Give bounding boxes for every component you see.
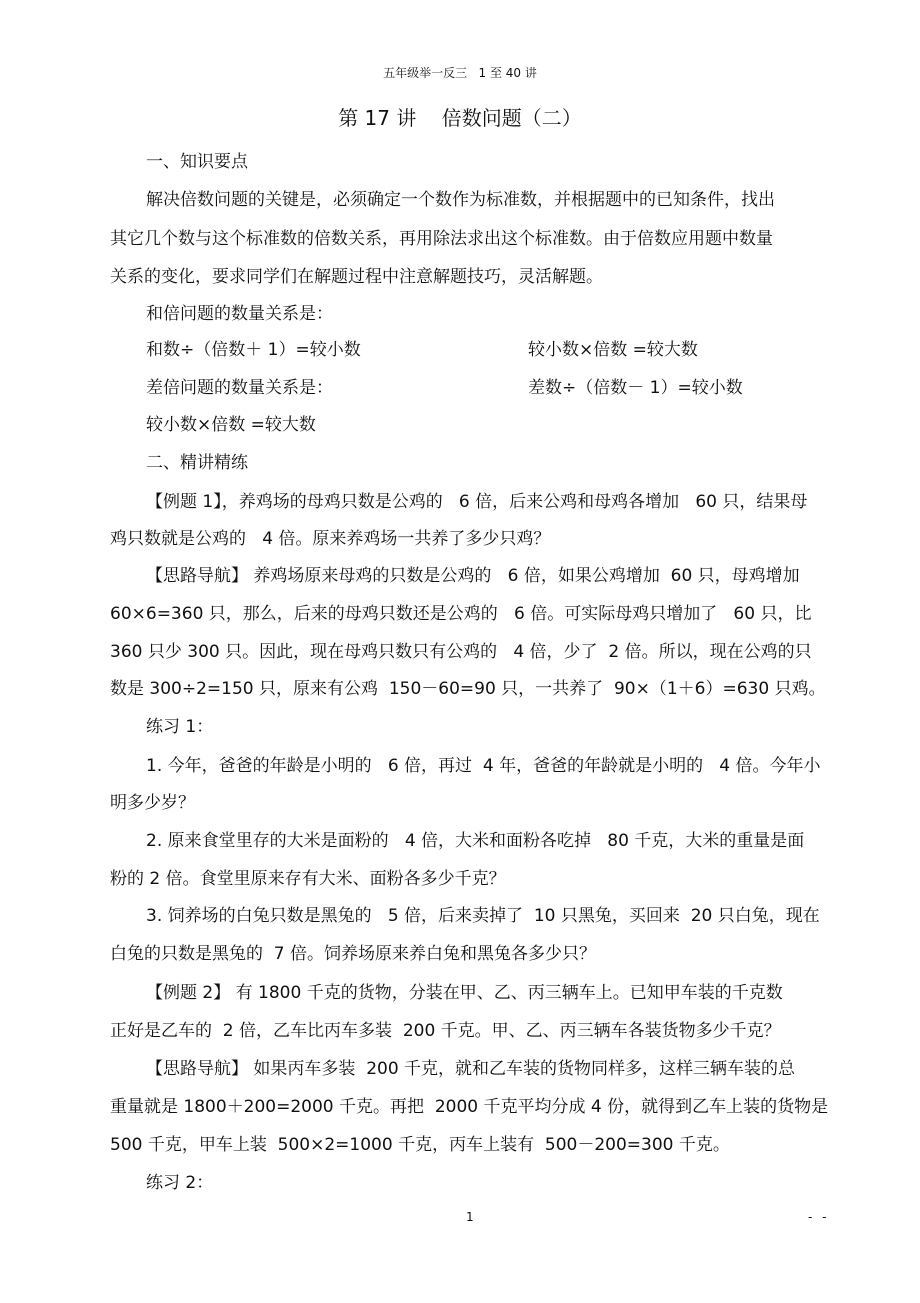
guide-1-line: 数是 300÷2=150 只，原来有公鸡 150－60=90 只，一共养了 90×（1＋6）=630 只鸡。 (110, 679, 826, 699)
diff-formula-left: 较小数×倍数 =较大数 (146, 415, 316, 435)
guide-2-line: 500 千克，甲车上装 500×2=1000 千克，丙车上装有 500－200=300 千克。 (110, 1135, 730, 1155)
guide-2-line: 重量就是 1800＋200=2000 千克。再把 2000 千克平均分成 4 份，就得到乙车上装的货物是 (110, 1097, 829, 1117)
section-heading-practice: 二、精讲精练 (146, 453, 248, 473)
footer-mark: - - (808, 1210, 830, 1224)
guide-2-line: 【思路导航】 如果丙车多装 200 千克，就和乙车装的货物同样多，这样三辆车装的总 (146, 1059, 796, 1079)
sum-formula-right: 较小数×倍数 =较大数 (528, 340, 698, 360)
lesson-title: 第 17 讲 倍数问题（二） (338, 106, 582, 130)
guide-1-line: 【思路导航】 养鸡场原来母鸡的只数是公鸡的 6 倍，如果公鸡增加 60 只，母鸡增加 (146, 566, 800, 586)
intro-line: 其它几个数与这个标准数的倍数关系，再用除法求出这个标准数。由于倍数应用题中数量 (110, 229, 773, 249)
diff-formula-right: 差数÷（倍数－ 1）=较小数 (528, 378, 743, 398)
practice-1-item: 3. 饲养场的白兔只数是黑兔的 5 倍，后来卖掉了 10 只黑兔，买回来 20 只白兔，现在 (146, 906, 820, 926)
practice-1-item: 明多少岁？ (110, 793, 195, 813)
intro-line: 解决倍数问题的关键是，必须确定一个数作为标准数，并根据题中的已知条件，找出 (146, 190, 775, 210)
practice-1-item: 白兔的只数是黑兔的 7 倍。饲养场原来养白兔和黑兔各多少只？ (110, 944, 597, 964)
practice-2-label: 练习 2： (146, 1173, 214, 1193)
guide-1-line: 60×6=360 只，那么，后来的母鸡只数还是公鸡的 6 倍。可实际母鸡只增加了 60 只，比 (110, 604, 812, 624)
practice-1-item: 粉的 2 倍。食堂里原来存有大米、面粉各多少千克？ (110, 869, 506, 889)
practice-1-item: 2. 原来食堂里存的大米是面粉的 4 倍，大米和面粉各吃掉 80 千克，大米的重量是面 (146, 831, 805, 851)
intro-line: 关系的变化，要求同学们在解题过程中注意解题技巧，灵活解题。 (110, 267, 603, 287)
practice-1-label: 练习 1： (146, 717, 214, 737)
section-heading-knowledge: 一、知识要点 (146, 152, 248, 172)
sum-relation-title: 和倍问题的数量关系是： (146, 304, 333, 324)
practice-1-item: 1. 今年，爸爸的年龄是小明的 6 倍，再过 4 年，爸爸的年龄就是小明的 4 倍。今年小 (146, 756, 821, 776)
running-header: 五年级举一反三 1 至 40 讲 (383, 66, 537, 80)
diff-relation-title: 差倍问题的数量关系是： (146, 378, 333, 398)
example-2-line: 正好是乙车的 2 倍，乙车比丙车多装 200 千克。甲、乙、丙三辆车各装货物多少千克？ (110, 1021, 781, 1041)
example-1-line: 鸡只数就是公鸡的 4 倍。原来养鸡场一共养了多少只鸡？ (110, 529, 551, 549)
page-number: 1 (466, 1210, 474, 1224)
sum-formula-left: 和数÷（倍数＋ 1）=较小数 (146, 340, 361, 360)
example-1-line: 【例题 1】，养鸡场的母鸡只数是公鸡的 6 倍，后来公鸡和母鸡各增加 60 只，结果母 (146, 492, 808, 512)
guide-1-line: 360 只少 300 只。因此，现在母鸡只数只有公鸡的 4 倍，少了 2 倍。所以，现在公鸡的只 (110, 642, 812, 662)
example-2-line: 【例题 2】 有 1800 千克的货物，分装在甲、乙、丙三辆车上。已知甲车装的千克数 (146, 983, 783, 1003)
